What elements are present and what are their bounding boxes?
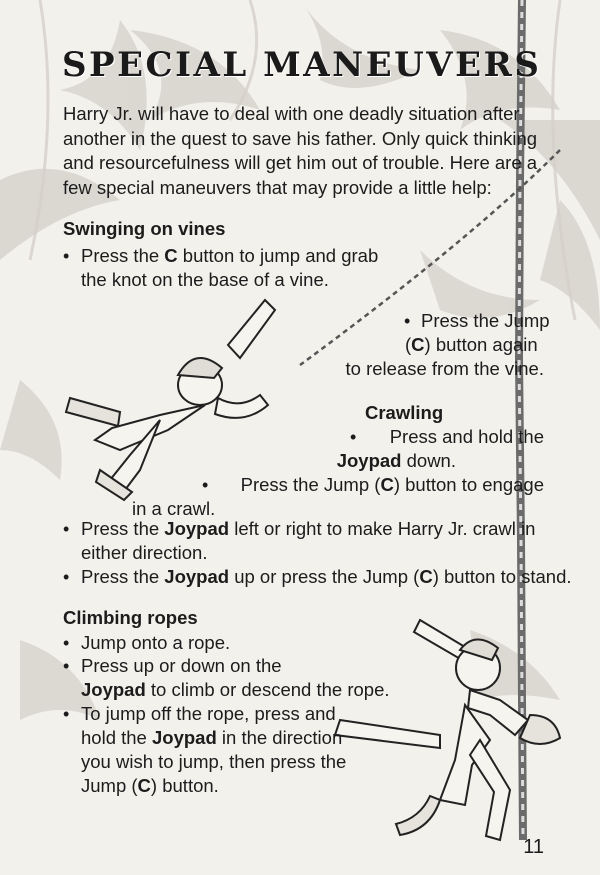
climbing-step-3-line-3: you wish to jump, then press the [81, 751, 347, 772]
crawling-step-1-line-1: Press and hold the [389, 426, 544, 447]
heading-climbing-ropes: Climbing ropes [63, 607, 198, 628]
intro-paragraph: Harry Jr. will have to deal with one deadly situation after another in the quest to save his father. Only quick thinking and resourcefulness will get him out of trouble. Here are a few special maneuvers that may provide a little help: [63, 103, 538, 198]
crawling-step-2-line-2: in a crawl. [132, 498, 216, 519]
swinging-harry-illustration [66, 300, 275, 500]
crawling-step-2-line-1: Press the Jump (C) button to engage [240, 474, 544, 495]
page-number: 11 [523, 836, 544, 858]
bullet: • [350, 427, 357, 447]
climbing-step-1: Jump onto a rope. [81, 632, 231, 653]
swinging-step-2-line-2: (C) button again [405, 334, 538, 355]
crawling-step-3-line-2: either direction. [81, 542, 208, 563]
climbing-step-3-line-2: hold the Joypad in the direction [81, 727, 343, 748]
bullet: • [63, 246, 70, 266]
heading-crawling: Crawling [365, 402, 444, 423]
page-title: SPECIAL MANEUVERS [62, 45, 542, 85]
bullet: • [404, 311, 411, 331]
swinging-step-1-line-2: the knot on the base of a vine. [81, 269, 329, 290]
swinging-step-1-line-1: Press the C button to jump and grab [81, 245, 379, 266]
bullet: • [202, 475, 209, 495]
climbing-step-2-line-2: Joypad to climb or descend the rope. [81, 679, 390, 700]
bullet: • [63, 633, 70, 653]
crawling-step-1-line-2: Joypad down. [336, 450, 456, 471]
crawling-step-4: Press the Joypad up or press the Jump (C) button to stand. [81, 566, 572, 587]
bullet: • [63, 704, 70, 724]
bullet: • [63, 519, 70, 539]
swinging-step-2-line-1: Press the Jump [421, 310, 550, 331]
bullet: • [63, 567, 70, 587]
climbing-step-3-line-4: Jump (C) button. [81, 775, 219, 796]
swinging-step-2-line-3: to release from the vine. [345, 358, 544, 379]
crawling-step-3-line-1: Press the Joypad left or right to make Harry Jr. crawl in [81, 518, 536, 539]
heading-swinging-on-vines: Swinging on vines [63, 218, 226, 239]
climbing-step-2-line-1: Press up or down on the [81, 655, 282, 676]
climbing-step-3-line-1: To jump off the rope, press and [81, 703, 336, 724]
bullet: • [63, 656, 70, 676]
